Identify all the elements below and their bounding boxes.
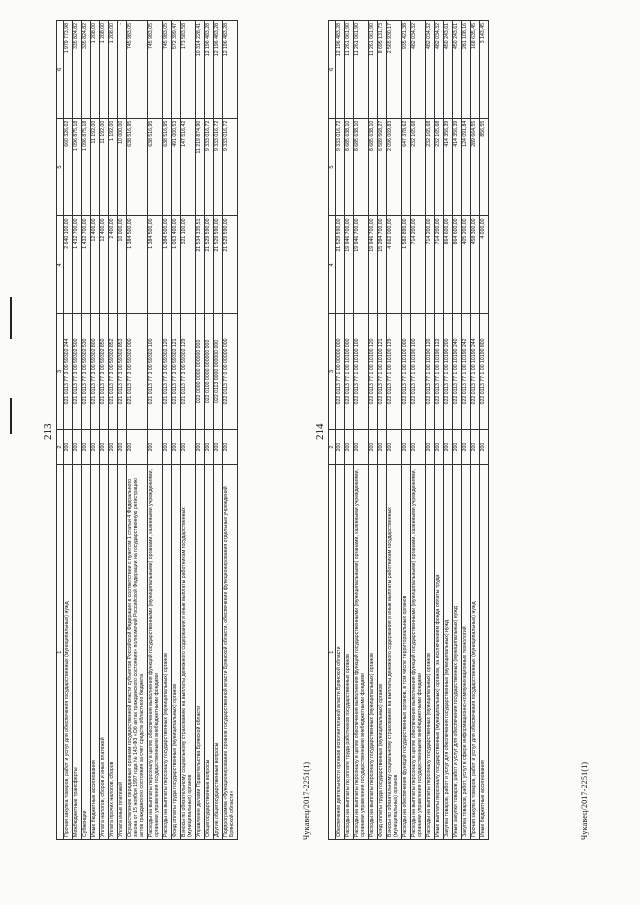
unexecuted-amount: 482 034,32	[411, 21, 426, 119]
table-row	[64, 21, 73, 840]
executed-amount: 2 096 069,83	[387, 118, 402, 216]
table-row	[425, 21, 434, 840]
row-code: 200	[387, 429, 402, 465]
row-label: Фонд оплаты труда государственных (муниципальных) органов	[378, 465, 387, 840]
classification-code: 022 0113 77 1 00 10190 122	[434, 314, 443, 430]
table-row	[470, 21, 479, 840]
column-header: 2	[329, 429, 336, 465]
classification-code: 022 0000 0000 000000 000	[195, 314, 204, 430]
executed-amount: 9 333 016,72	[222, 118, 237, 216]
table-row	[222, 21, 237, 840]
column-header: 6	[329, 21, 336, 119]
binder-mark-top	[10, 297, 12, 339]
approved-amount: 21 529 590,00	[213, 216, 222, 314]
executed-amount: 638 516,95	[148, 118, 163, 216]
unexecuted-amount: 450 243,61	[452, 21, 461, 119]
approved-amount: 1 384 500,00	[162, 216, 171, 314]
row-code: 200	[195, 429, 204, 465]
table-row	[461, 21, 470, 840]
row-code: 200	[82, 429, 91, 465]
classification-code: 022 0100 0000 000000 000	[204, 314, 213, 430]
row-code: 200	[452, 429, 461, 465]
approved-amount: 1 384 500,00	[127, 216, 148, 314]
row-label: Иные выплаты персоналу государственных (муниципальных) органов, за исключением фонда оплаты труда	[434, 465, 443, 840]
classification-code: 022 0113 77 1 00 10190 800	[479, 314, 488, 430]
row-label: Расходы на выплаты персоналу в целях обеспечения выполнения функций государственными (муниципальными) органами, казенными учреждениями, органами управления государственными внебюджетными фондами	[148, 465, 163, 840]
executed-amount: 638 516,95	[162, 118, 171, 216]
row-label: Управление делами Правительства Брянской области	[195, 465, 204, 840]
approved-amount: 2 640 100,00	[64, 216, 73, 314]
approved-amount: 4 662 000,00	[387, 216, 402, 314]
budget-table	[56, 20, 238, 840]
classification-code: 022 0113 77 1 00 00000 000	[336, 314, 345, 430]
unexecuted-amount: 12 196 483,28	[222, 21, 237, 119]
column-header: 4	[329, 216, 336, 314]
row-code: 200	[162, 429, 171, 465]
column-header: 1	[329, 465, 336, 840]
classification-code: 022 0113 77 1 00 10190 120	[425, 314, 434, 430]
executed-amount: 647 378,62	[402, 118, 411, 216]
budget-table	[328, 20, 489, 840]
row-code: 200	[354, 429, 369, 465]
unexecuted-amount: 482 034,32	[434, 21, 443, 119]
row-label: Расходы на выплаты персоналу в целях обеспечения выполнения функций государственными (муниципальными) органами, казенными учреждениями, органами управления государственными внебюджетными фондами	[411, 465, 426, 840]
column-header: 2	[57, 429, 64, 465]
classification-code: 022 0113 77 1 00 10190 100	[411, 314, 426, 430]
row-code: 200	[470, 429, 479, 465]
table-row	[443, 21, 452, 840]
row-code: 200	[118, 429, 127, 465]
approved-amount: 19 946 700,00	[354, 216, 369, 314]
row-code: 200	[434, 429, 443, 465]
classification-code: 022 0113 77 1 00 10190 240	[452, 314, 461, 430]
executed-amount: 124 091,84	[461, 118, 470, 216]
unexecuted-amount: 11 261 061,90	[354, 21, 369, 119]
classification-code: 022 0113 77 1 00 10190 242	[461, 314, 470, 430]
approved-amount: 458 300,00	[470, 216, 479, 314]
classification-code: 022 0113 77 0 00 00000 000	[222, 314, 237, 430]
document-page-214	[314, 20, 589, 840]
approved-amount: 19 946 700,00	[345, 216, 354, 314]
executed-amount: 8 685 638,10	[369, 118, 378, 216]
table-row	[109, 21, 118, 840]
executed-amount: 8 685 638,10	[354, 118, 369, 216]
row-label: Взносы по обязательному социальному страхованию на выплаты денежного содержания и иные выплаты работникам государственных (муниципальных) органов	[180, 465, 195, 840]
row-label: Уплата прочих налогов, сборов	[109, 465, 118, 840]
executed-amount: 147 516,42	[180, 118, 195, 216]
column-header: 3	[329, 314, 336, 430]
executed-amount: 414 356,39	[443, 118, 452, 216]
unexecuted-amount: 281 108,16	[461, 21, 470, 119]
approved-amount: 21 529 590,00	[204, 216, 213, 314]
classification-code: 022 0113 77 1 00 10100 121	[378, 314, 387, 430]
classification-code: 021 0113 77 3 00 59302 500	[73, 314, 82, 430]
executed-amount: 232 165,68	[411, 118, 426, 216]
row-code: 200	[73, 429, 82, 465]
classification-code: 021 0113 77 3 00 59302 121	[171, 314, 180, 430]
unexecuted-amount: 1 208,00	[109, 21, 118, 119]
footer-code: Чукавец/2017-2251(1)	[580, 761, 589, 840]
unexecuted-amount: 11 261 061,90	[369, 21, 378, 119]
unexecuted-amount: 12 196 483,28	[213, 21, 222, 119]
approved-amount: 21 534 335,51	[195, 216, 204, 314]
approved-amount: 1 432 700,00	[73, 216, 82, 314]
table-row	[171, 21, 180, 840]
table-row	[354, 21, 369, 840]
executed-amount: 9 333 016,72	[336, 118, 345, 216]
unexecuted-amount: 335 824,82	[82, 21, 91, 119]
executed-amount: 11 192,00	[91, 118, 100, 216]
classification-code: 022 0113 77 1 00 10100 120	[369, 314, 378, 430]
unexecuted-amount: 8 695 131,73	[378, 21, 387, 119]
row-label: Расходы на выплаты персоналу в целях обеспечения выполнения функций государственными (муниципальными) органами, казенными учреждениями, органами управления государственными внебюджетными фондами	[354, 465, 369, 840]
classification-code: 021 0113 77 3 00 59302 000	[127, 314, 148, 430]
classification-code: 021 0113 77 3 00 59302 850	[100, 314, 109, 430]
table-row	[91, 21, 100, 840]
table-row	[100, 21, 109, 840]
classification-code: 022 0113 77 1 00 10190 244	[470, 314, 479, 430]
unexecuted-amount: 10 314 228,41	[195, 21, 204, 119]
approved-amount: 714 200,00	[425, 216, 434, 314]
row-label: Закупка товаров, работ, услуг в сфере информационно-коммуникационных технологий	[461, 465, 470, 840]
table-row	[162, 21, 171, 840]
unexecuted-amount: 745 983,05	[162, 21, 171, 119]
approved-amount: 21 529 590,00	[336, 216, 345, 314]
unexecuted-amount: 482 034,32	[425, 21, 434, 119]
column-header: 5	[57, 118, 64, 216]
table-row	[345, 21, 354, 840]
executed-amount: 1 096 875,18	[82, 118, 91, 216]
unexecuted-amount: 168 635,45	[470, 21, 479, 119]
row-code: 200	[378, 429, 387, 465]
executed-amount: 856,55	[479, 118, 488, 216]
row-label: Прочая закупка товаров, работ и услуг для обеспечения государственных (муниципальных) нужд	[64, 465, 73, 840]
row-code: 200	[204, 429, 213, 465]
table-row	[180, 21, 195, 840]
table-row	[411, 21, 426, 840]
unexecuted-amount: 1 979 773,98	[64, 21, 73, 119]
unexecuted-amount: 12 196 483,28	[204, 21, 213, 119]
approved-amount: 10 000,00	[118, 216, 127, 314]
classification-code: 021 0113 77 3 00 59302 800	[91, 314, 100, 430]
unexecuted-amount: 335 824,82	[73, 21, 82, 119]
row-code: 200	[461, 429, 470, 465]
table-row	[369, 21, 378, 840]
row-code: 200	[213, 429, 222, 465]
table-row	[213, 21, 222, 840]
footer-code: Чукавец/2017-2251(1)	[302, 761, 311, 840]
approved-amount: 19 946 700,00	[369, 216, 378, 314]
binder-mark-bottom	[10, 398, 12, 434]
document-page-213	[42, 20, 311, 840]
row-label: Прочая закупка товаров, работ и услуг для обеспечения государственных (муниципальных) нужд	[470, 465, 479, 840]
table-row	[195, 21, 204, 840]
row-label: Закупка товаров, работ и услуг для обеспечения государственных (муниципальных) нужд	[443, 465, 452, 840]
row-label: Другие общегосударственные вопросы	[213, 465, 222, 840]
unexecuted-amount: -	[118, 21, 127, 119]
table-row	[378, 21, 387, 840]
row-label: Уплата иных платежей	[118, 465, 127, 840]
classification-code: 021 0113 77 3 00 59302 852	[109, 314, 118, 430]
executed-amount: 10 000,00	[118, 118, 127, 216]
approved-amount: 12 400,00	[91, 216, 100, 314]
approved-amount: 405 200,00	[461, 216, 470, 314]
executed-amount: 660 326,02	[64, 118, 73, 216]
table-row	[387, 21, 402, 840]
row-label: Осуществление переданных органам государственной власти субъектов Российской Федерации в соответствии с пунктом 1 статьи 4 Федерального закона от 15 ноября 1997 года № 143-ФЗ «Об актах гражданского состояния» полномочий Российской Федерации на государственную регистрацию актов гражданского состояния за счет средств областного бюджета	[127, 465, 148, 840]
approved-amount: 714 200,00	[411, 216, 426, 314]
unexecuted-amount: 745 983,05	[148, 21, 163, 119]
row-code: 200	[171, 429, 180, 465]
executed-amount: 289 664,55	[470, 118, 479, 216]
row-label: Иные бюджетные ассигнования	[91, 465, 100, 840]
approved-amount: 864 600,00	[452, 216, 461, 314]
row-code: 200	[127, 429, 148, 465]
classification-code: 021 0113 77 3 00 59302 853	[118, 314, 127, 430]
row-label: Расходы на выплаты персоналу государственных (муниципальных) органов	[425, 465, 434, 840]
classification-code: 022 0113 77 1 00 10100 129	[387, 314, 402, 430]
table-row	[82, 21, 91, 840]
approved-amount: 321 100,00	[180, 216, 195, 314]
unexecuted-amount: 11 261 061,90	[345, 21, 354, 119]
classification-code: 022 0113 77 1 00 10100 000	[345, 314, 354, 430]
table-row	[127, 21, 148, 840]
classification-code: 022 0113 0000 000000 000	[213, 314, 222, 430]
column-header: 5	[329, 118, 336, 216]
page-number: 213	[42, 423, 54, 440]
table-header-row	[329, 21, 336, 840]
table-row	[434, 21, 443, 840]
executed-amount: 232 165,68	[425, 118, 434, 216]
approved-amount: 15 284 700,00	[378, 216, 387, 314]
table-row	[452, 21, 461, 840]
unexecuted-amount: 572 399,47	[171, 21, 180, 119]
row-label: Обеспечение деятельности органов исполнительной власти Брянской области	[336, 465, 345, 840]
row-label: Иные закупки товаров, работ и услуг для обеспечения государственных (муниципальных) нужд	[452, 465, 461, 840]
approved-amount: 4 000,00	[479, 216, 488, 314]
unexecuted-amount: 935 421,38	[402, 21, 411, 119]
executed-amount: 1 096 875,18	[73, 118, 82, 216]
unexecuted-amount: 1 208,00	[100, 21, 109, 119]
row-label: Уплата налогов, сборов и иных платежей	[100, 465, 109, 840]
approved-amount: 21 529 590,00	[222, 216, 237, 314]
classification-code: 021 0113 77 3 00 59302 530	[82, 314, 91, 430]
row-label: Расходы на выплаты персоналу государственных (муниципальных) органов	[369, 465, 378, 840]
row-label: Расходы на выплаты персоналу государственных (муниципальных) органов	[162, 465, 171, 840]
row-code: 200	[345, 429, 354, 465]
executed-amount: 491 000,53	[171, 118, 180, 216]
row-code: 200	[64, 429, 73, 465]
row-code: 200	[479, 429, 488, 465]
approved-amount: 1 063 400,00	[171, 216, 180, 314]
row-code: 200	[411, 429, 426, 465]
unexecuted-amount: 3 143,45	[479, 21, 488, 119]
column-header: 1	[57, 465, 64, 840]
page-number: 214	[314, 423, 326, 440]
table-row	[204, 21, 213, 840]
approved-amount: 12 400,00	[100, 216, 109, 314]
approved-amount: 1 384 500,00	[148, 216, 163, 314]
executed-amount: 6 589 568,27	[378, 118, 387, 216]
row-code: 200	[402, 429, 411, 465]
row-code: 200	[91, 429, 100, 465]
approved-amount: 864 600,00	[443, 216, 452, 314]
unexecuted-amount: 2 565 930,17	[387, 21, 402, 119]
unexecuted-amount: 173 583,58	[180, 21, 195, 119]
row-code: 200	[336, 429, 345, 465]
classification-code: 021 0113 77 3 00 59302 129	[180, 314, 195, 430]
table-row	[118, 21, 127, 840]
column-header: 3	[57, 314, 64, 430]
approved-amount: 714 200,00	[434, 216, 443, 314]
row-code: 200	[100, 429, 109, 465]
classification-code: 021 0113 77 3 00 59302 244	[64, 314, 73, 430]
row-code: 200	[180, 429, 195, 465]
unexecuted-amount: 1 208,00	[91, 21, 100, 119]
row-label: Расходы на выплаты по оплате труда работников государственных органов	[345, 465, 354, 840]
unexecuted-amount: 745 983,05	[127, 21, 148, 119]
row-code: 200	[222, 429, 237, 465]
executed-amount: 414 356,39	[452, 118, 461, 216]
classification-code: 021 0113 77 3 00 59302 120	[162, 314, 171, 430]
row-code: 200	[425, 429, 434, 465]
executed-amount: 11 192,00	[100, 118, 109, 216]
executed-amount: 232 165,68	[434, 118, 443, 216]
row-label: Подпрограмма «Функционирование органов государственной власти Брянской области, обеспечение функционирования отдельных учреждений Брянской области»	[222, 465, 237, 840]
executed-amount: 8 685 638,10	[345, 118, 354, 216]
table-row	[402, 21, 411, 840]
row-label: Субвенции	[82, 465, 91, 840]
executed-amount: 11 219 874,90	[195, 118, 204, 216]
classification-code: 022 0113 77 1 00 10190 200	[443, 314, 452, 430]
classification-code: 021 0113 77 3 00 59302 100	[148, 314, 163, 430]
table-row	[148, 21, 163, 840]
row-code: 200	[148, 429, 163, 465]
unexecuted-amount: 12 196 483,28	[336, 21, 345, 119]
row-label: Взносы по обязательному социальному страхованию на выплаты денежного содержания и иные выплаты работникам государственных (муниципальных) органов	[387, 465, 402, 840]
row-label: Расходы на обеспечение функций государственных органов, в том числе территориальных органов	[402, 465, 411, 840]
row-label: Общегосударственные вопросы	[204, 465, 213, 840]
approved-amount: 1 432 700,00	[82, 216, 91, 314]
unexecuted-amount: 450 243,61	[443, 21, 452, 119]
classification-code: 022 0113 77 1 00 10100 100	[354, 314, 369, 430]
classification-code: 022 0113 77 1 00 10100 000	[402, 314, 411, 430]
table-header-row	[57, 21, 64, 840]
executed-amount: 9 333 016,72	[204, 118, 213, 216]
row-code: 200	[109, 429, 118, 465]
table-row	[336, 21, 345, 840]
executed-amount: 9 333 016,72	[213, 118, 222, 216]
approved-amount: 1 582 890,00	[402, 216, 411, 314]
row-code: 200	[443, 429, 452, 465]
column-header: 4	[57, 216, 64, 314]
column-header: 6	[57, 21, 64, 119]
table-row	[73, 21, 82, 840]
executed-amount: 638 516,95	[127, 118, 148, 216]
row-code: 200	[369, 429, 378, 465]
row-label: Межбюджетные трансферты	[73, 465, 82, 840]
approved-amount: 2 400,00	[109, 216, 118, 314]
table-row	[479, 21, 488, 840]
executed-amount: 1 192,00	[109, 118, 118, 216]
row-label: Иные бюджетные ассигнования	[479, 465, 488, 840]
row-label: Фонд оплаты труда государственных (муниципальных) органов	[171, 465, 180, 840]
